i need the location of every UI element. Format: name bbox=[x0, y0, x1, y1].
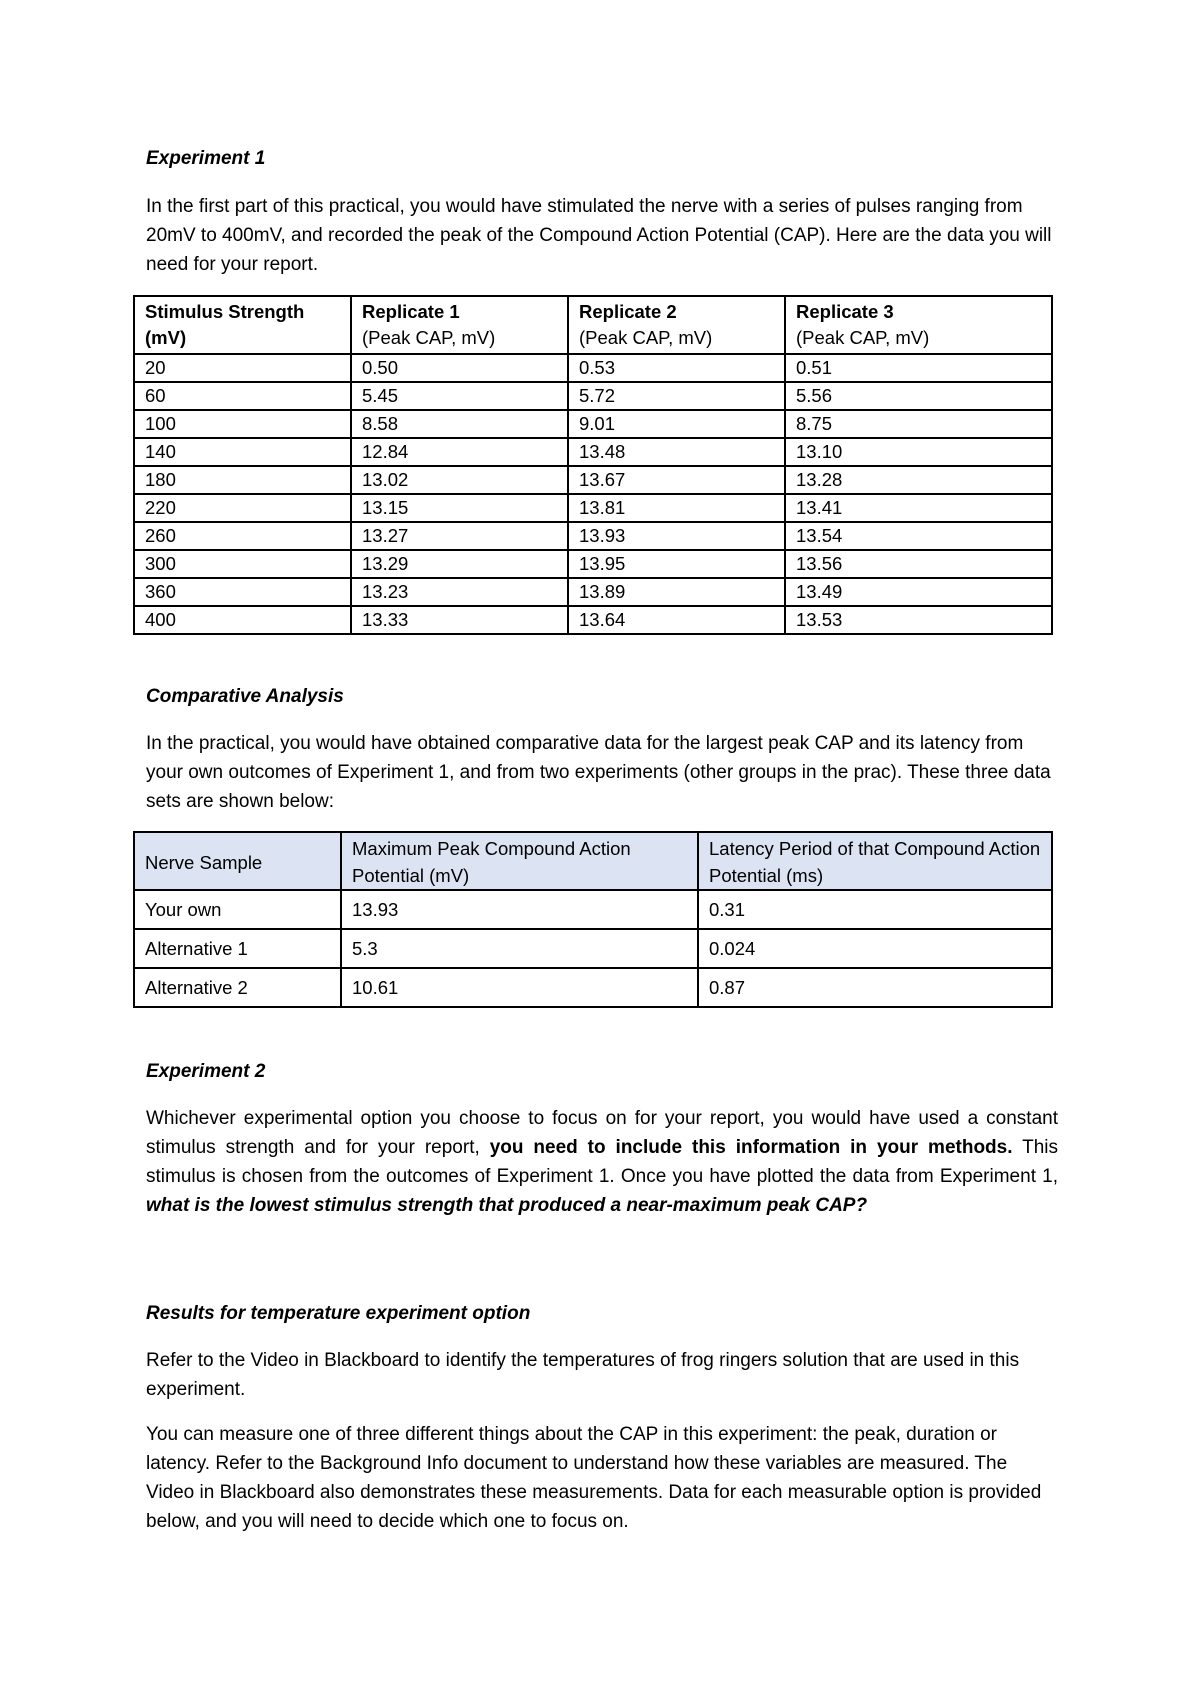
table-cell: 260 bbox=[134, 522, 351, 550]
table-cell: 13.54 bbox=[785, 522, 1052, 550]
table-row bbox=[134, 606, 1052, 634]
table-cell: 180 bbox=[134, 466, 351, 494]
table-cell: 5.72 bbox=[568, 382, 785, 410]
table-cell: 13.81 bbox=[568, 494, 785, 522]
table-cell: 13.93 bbox=[568, 522, 785, 550]
table-cell: Alternative 1 bbox=[134, 929, 341, 968]
table-cell: 300 bbox=[134, 550, 351, 578]
table-row bbox=[134, 354, 1052, 382]
table-cell: 13.89 bbox=[568, 578, 785, 606]
header-cell: Maximum Peak Compound Action Potential (mV) bbox=[341, 832, 698, 890]
table-cell: 13.15 bbox=[351, 494, 568, 522]
table-cell: 13.29 bbox=[351, 550, 568, 578]
table-cell: 360 bbox=[134, 578, 351, 606]
table-row bbox=[134, 522, 1052, 550]
experiment1-heading: Experiment 1 bbox=[146, 148, 266, 169]
header-cell: Stimulus Strength (mV) bbox=[134, 296, 351, 354]
table-row bbox=[134, 410, 1052, 438]
table-cell: 13.41 bbox=[785, 494, 1052, 522]
table-row bbox=[134, 890, 1052, 929]
table-cell: 20 bbox=[134, 354, 351, 382]
table-cell: 13.56 bbox=[785, 550, 1052, 578]
table-cell: 13.23 bbox=[351, 578, 568, 606]
table-cell: 13.10 bbox=[785, 438, 1052, 466]
experiment2-paragraph: Whichever experimental option you choose to focus on for your report, you would have used a constant stimulus strength and for your report, you need to include this information in your methods. This stimulus is chosen from the outcomes of Experiment 1. Once you have plotted the data from Experiment 1, what is the lowest stimulus strength that produced a near-maximum peak CAP? bbox=[146, 1108, 1058, 1216]
header-cell: Latency Period of that Compound Action Potential (ms) bbox=[698, 832, 1052, 890]
table-cell: 100 bbox=[134, 410, 351, 438]
table-cell: Your own bbox=[134, 890, 341, 929]
table-cell: 5.3 bbox=[341, 929, 698, 968]
table-header-row bbox=[134, 832, 1052, 890]
table-cell: 5.56 bbox=[785, 382, 1052, 410]
table-cell: 13.49 bbox=[785, 578, 1052, 606]
comparative-heading: Comparative Analysis bbox=[146, 686, 344, 707]
table-header-row bbox=[134, 296, 1052, 354]
temperature-paragraph-2: You can measure one of three different things about the CAP in this experiment: the peak, duration or latency. Refer to the Background Info document to understand how these variables are measured. The Video in Blackboard also demonstrates these measurements. Data for each measurable option is provided below, and you will need to decide which one to focus on. bbox=[146, 1424, 1042, 1532]
table-cell: 0.87 bbox=[698, 968, 1052, 1007]
header-cell: Replicate 1 (Peak CAP, mV) bbox=[351, 296, 568, 354]
table-cell: 140 bbox=[134, 438, 351, 466]
experiment2-heading: Experiment 2 bbox=[146, 1061, 266, 1082]
table-cell: 13.33 bbox=[351, 606, 568, 634]
table-row bbox=[134, 494, 1052, 522]
table-row bbox=[134, 550, 1052, 578]
temperature-heading: Results for temperature experiment option bbox=[146, 1303, 531, 1324]
table-cell: 13.53 bbox=[785, 606, 1052, 634]
header-cell: Replicate 3 (Peak CAP, mV) bbox=[785, 296, 1052, 354]
table-cell: 13.02 bbox=[351, 466, 568, 494]
header-cell: Replicate 2 (Peak CAP, mV) bbox=[568, 296, 785, 354]
table-row bbox=[134, 968, 1052, 1007]
table-cell: 0.31 bbox=[698, 890, 1052, 929]
table-row bbox=[134, 382, 1052, 410]
table-row bbox=[134, 929, 1052, 968]
table-cell: 0.51 bbox=[785, 354, 1052, 382]
table-row bbox=[134, 578, 1052, 606]
table-cell: 8.75 bbox=[785, 410, 1052, 438]
table-cell: 13.27 bbox=[351, 522, 568, 550]
table-cell: Alternative 2 bbox=[134, 968, 341, 1007]
table-cell: 0.024 bbox=[698, 929, 1052, 968]
table-cell: 13.28 bbox=[785, 466, 1052, 494]
table-cell: 9.01 bbox=[568, 410, 785, 438]
stimulus-table bbox=[133, 295, 1053, 635]
table-cell: 13.64 bbox=[568, 606, 785, 634]
header-cell: Nerve Sample bbox=[134, 832, 341, 890]
table-cell: 5.45 bbox=[351, 382, 568, 410]
table-cell: 0.53 bbox=[568, 354, 785, 382]
table-cell: 13.48 bbox=[568, 438, 785, 466]
table-cell: 13.93 bbox=[341, 890, 698, 929]
table-cell: 13.95 bbox=[568, 550, 785, 578]
temperature-paragraph-1: Refer to the Video in Blackboard to identify the temperatures of frog ringers solution that are used in this experiment. bbox=[146, 1350, 1020, 1400]
comparative-intro: In the practical, you would have obtained comparative data for the largest peak CAP and its latency from your own outcomes of Experiment 1, and from two experiments (other groups in the prac). These three data sets are shown below: bbox=[146, 733, 1051, 812]
table-row bbox=[134, 466, 1052, 494]
table-cell: 10.61 bbox=[341, 968, 698, 1007]
comparative-table bbox=[133, 831, 1053, 1008]
table-row bbox=[134, 438, 1052, 466]
table-cell: 8.58 bbox=[351, 410, 568, 438]
table-cell: 60 bbox=[134, 382, 351, 410]
table-cell: 0.50 bbox=[351, 354, 568, 382]
table-cell: 12.84 bbox=[351, 438, 568, 466]
table-cell: 220 bbox=[134, 494, 351, 522]
experiment1-intro: In the first part of this practical, you would have stimulated the nerve with a series of pulses ranging from 20mV to 400mV, and recorded the peak of the Compound Action Potential (CAP). Here are the data you will need for your report. bbox=[146, 196, 1052, 275]
table-cell: 13.67 bbox=[568, 466, 785, 494]
table-cell: 400 bbox=[134, 606, 351, 634]
